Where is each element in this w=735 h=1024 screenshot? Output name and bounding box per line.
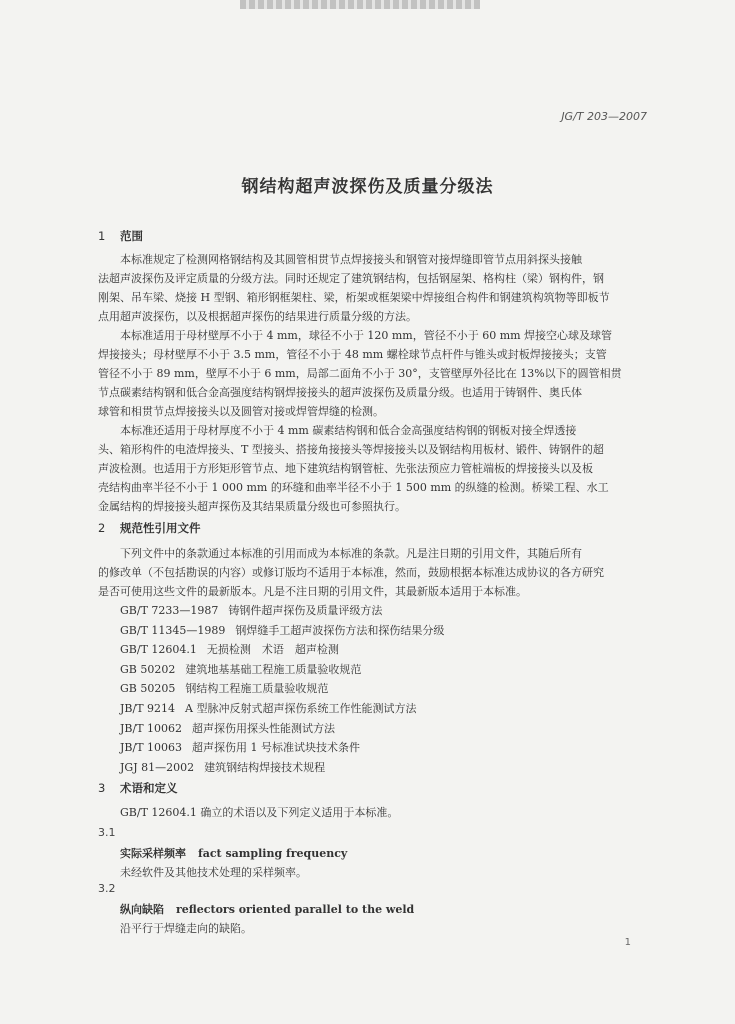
section-1-heading <box>98 228 143 244</box>
text-line: 点用超声波探伤，以及根据超声探伤的结果进行质量分级的方法。 <box>98 310 417 323</box>
text-line: 金属结构的焊接接头超声探伤及其结果质量分级也可参照执行。 <box>98 500 406 513</box>
text-line: 管径不小于 89 mm，壁厚不小于 6 mm，局部二面角不小于 30°，支管壁厚外径比在 13%以下的圆管相贯 <box>98 367 622 380</box>
reference-title: 建筑钢结构焊接技术规程 <box>204 760 326 774</box>
reference-title: 无损检测 术语 超声检测 <box>206 643 339 657</box>
term-english: reflectors oriented parallel to the weld <box>176 903 415 916</box>
reference-title: 钢焊缝手工超声波探伤方法和探伤结果分级 <box>235 623 445 637</box>
text-line: 焊接接头；母材壁厚不小于 3.5 mm，管径不小于 48 mm 螺栓球节点杆件与锥头或封板焊接接头；支管 <box>98 348 607 361</box>
page-number: 1 <box>624 937 631 948</box>
reference-item <box>120 679 444 699</box>
term-definition: 未经软件及其他技术处理的采样频率。 <box>120 866 307 879</box>
section-title: 规范性引用文件 <box>120 521 201 535</box>
section-3-heading <box>98 780 178 796</box>
text-line: 刚架、吊车梁、烧接 H 型钢、箱形钢框架柱、梁，桁架或框架梁中焊接组合构件和钢建筑构筑物等即板节 <box>98 291 610 304</box>
reference-list <box>120 601 444 777</box>
section-3-intro: GB/T 12604.1 确立的术语以及下列定义适用于本标准。 <box>120 806 399 819</box>
reference-item <box>120 621 444 641</box>
term-number: 3.2 <box>98 882 116 895</box>
reference-title: 铸钢件超声探伤及质量评级方法 <box>228 604 383 617</box>
text-line: 头、箱形构件的电渣焊接头、T 型接头、搭接角接接头等焊接接头以及钢结构用板材、锻件、铸钢件的超 <box>98 443 604 456</box>
reference-title: 钢结构工程施工质量验收规范 <box>185 682 329 696</box>
text-line: 下列文件中的条款通过本标准的引用而成为本标准的条款。凡是注日期的引用文件，其随后所有 <box>120 547 582 560</box>
text-line: 壳结构曲率半径不小于 1 000 mm 的环缝和曲率半径不小于 1 500 mm 的纵缝的检测。桥梁工程、水工 <box>98 481 609 494</box>
reference-item <box>120 738 444 758</box>
text-line: 节点碳素结构钢和低合金高强度结构钢焊接接头的超声波探伤及质量分级。也适用于铸钢件、奥氏体 <box>98 386 582 399</box>
reference-code: JB/T 9214 <box>120 701 176 715</box>
text-line: 法超声波探伤及评定质量的分级方法。同时还规定了建筑钢结构，包括钢屋架、格构柱（梁）钢构件，钢 <box>98 272 604 285</box>
section-2-intro <box>98 544 648 601</box>
reference-item <box>120 660 444 680</box>
reference-code: JB/T 10063 <box>120 741 183 755</box>
reference-title: A 型脉冲反射式超声探伤系统工作性能测试方法 <box>185 701 417 715</box>
section-1-paragraph-3 <box>98 421 648 516</box>
reference-title: 建筑地基基础工程施工质量验收规范 <box>185 662 362 676</box>
scan-header-strip <box>240 0 480 9</box>
term-english: fact sampling frequency <box>198 847 348 860</box>
section-number: 3 <box>98 781 106 795</box>
reference-item <box>120 758 444 778</box>
reference-code: JB/T 10062 <box>120 721 183 735</box>
text-line: 本标准适用于母材壁厚不小于 4 mm，球径不小于 120 mm，管径不小于 60 mm 焊接空心球及球管 <box>120 329 613 342</box>
text-line: 是否可使用这些文件的最新版本。凡是不注日期的引用文件，其最新版本适用于本标准。 <box>98 585 527 598</box>
reference-code: GB/T 7233—1987 <box>120 604 219 617</box>
reference-item <box>120 640 444 660</box>
section-title: 术语和定义 <box>120 781 178 795</box>
text-line: 的修改单（不包括勘误的内容）或修订版均不适用于本标准，然而，鼓励根据本标准达成协议的各方研究 <box>98 566 604 579</box>
text-line: 本标准还适用于母材厚度不小于 4 mm 碳素结构钢和低合金高强度结构钢的钢板对接全焊透接 <box>120 424 577 437</box>
reference-code: GB 50202 <box>120 662 176 676</box>
reference-code: GB/T 12604.1 <box>120 643 197 657</box>
text-line: 本标准规定了检测网格钢结构及其圆管相贯节点焊接接头和钢管对接焊缝即管节点用斜探头接触 <box>120 253 582 266</box>
section-number: 1 <box>98 229 106 243</box>
standard-code: JG/T 203—2007 <box>561 110 647 123</box>
text-line: 声波检测。也适用于方形矩形管节点、地下建筑结构钢管桩、先张法预应力管桩端板的焊接接头以及板 <box>98 462 593 475</box>
term-chinese: 实际采样频率 <box>120 847 186 860</box>
section-title: 范围 <box>120 229 143 243</box>
term-definition: 沿平行于焊缝走向的缺陷。 <box>120 922 252 935</box>
reference-title: 超声探伤用探头性能测试方法 <box>192 721 336 735</box>
term-heading <box>120 901 414 917</box>
term-number: 3.1 <box>98 826 116 839</box>
reference-title: 超声探伤用 1 号标准试块技术条件 <box>192 741 361 755</box>
section-1-paragraph-2 <box>98 326 648 421</box>
section-2-heading <box>98 520 201 536</box>
section-number: 2 <box>98 521 106 535</box>
text-line: 球管和相贯节点焊接接头以及圆管对接或焊管焊缝的检测。 <box>98 405 384 418</box>
section-1-paragraph-1 <box>98 250 648 326</box>
term-heading <box>120 845 347 861</box>
reference-item <box>120 601 444 621</box>
reference-code: GB/T 11345—1989 <box>120 623 226 637</box>
document-title: 钢结构超声波探伤及质量分级法 <box>241 177 494 197</box>
reference-code: JGJ 81—2002 <box>120 760 195 774</box>
reference-code: GB 50205 <box>120 682 176 696</box>
reference-item <box>120 719 444 739</box>
term-chinese: 纵向缺陷 <box>120 903 164 916</box>
reference-item <box>120 699 444 719</box>
